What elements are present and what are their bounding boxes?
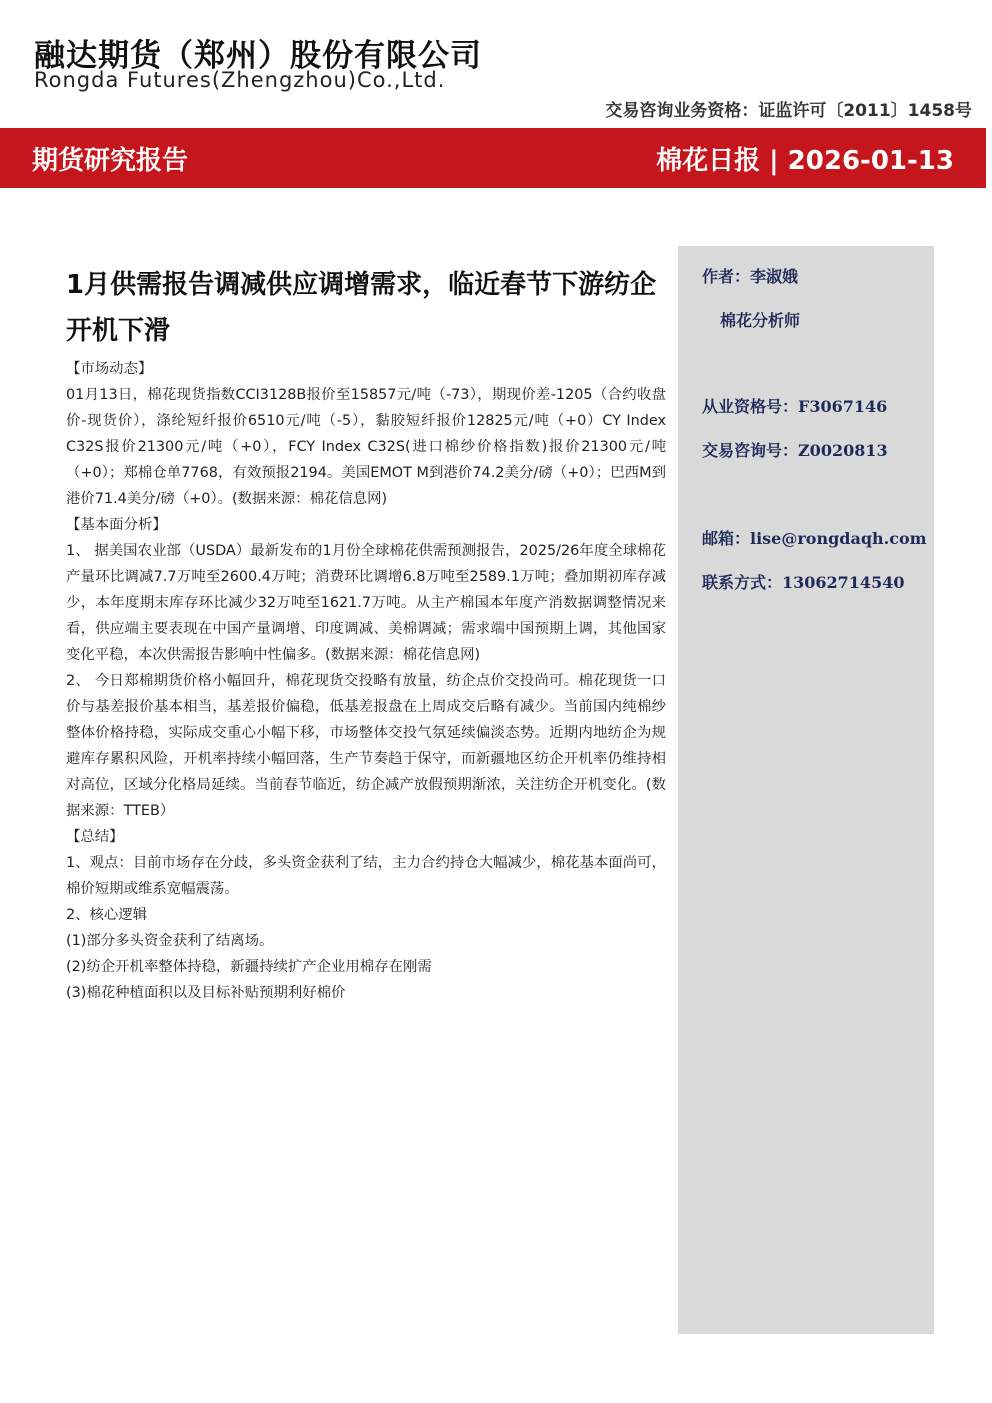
market-paragraph: 01月13日，棉花现货指数CCI3128B报价至15857元/吨（-73），期现价差-1205（合约收盘价-现货价），涤纶短纤报价6510元/吨（-5），黏胶短纤报价12825元/吨（+0）CY Index C32S报价21300元/吨（+0），FCY Index C32S(进口棉纱价格指数)报价21300元/吨（+0）；郑棉仓单7768，有效预报2194。美国EMOT M到港价74.2美分/磅（+0）；巴西M到港价71.4美分/磅（+0）。(数据来源：棉花信息网) <box>66 387 666 507</box>
phone: 联系方式：13062714540 <box>702 573 905 592</box>
company-name-cn: 融达期货（郑州）股份有限公司 <box>34 38 482 74</box>
qualification-number: 从业资格号：F3067146 <box>702 397 888 416</box>
company-name-en: Rongda Futures(Zhengzhou)Co.,Ltd. <box>34 68 446 92</box>
author-role: 棉花分析师 <box>720 311 801 330</box>
author-sidebar <box>678 246 934 1334</box>
report-title-date: 棉花日报 | 2026-01-13 <box>656 146 954 176</box>
headline-text: 月供需报告调减供应调增需求，临近春节下游纺企开机下滑 <box>66 270 657 346</box>
consult-number: 交易咨询号：Z0020813 <box>702 441 888 460</box>
section-heading-summary: 【总结】 <box>66 829 124 845</box>
fundamental-paragraph-2: 2、 今日郑棉期货价格小幅回升，棉花现货交投略有放量，纺企点价交投尚可。棉花现货一口价与基差报价基本相当，基差报价偏稳，低基差报盘在上周成交后略有减少。当前国内纯棉纱整体价格持稳，实际成交重心小幅下移，市场整体交投气氛延续偏淡态势。近期内地纺企为规避库存累积风险，开机率持续小幅回落，生产节奏趋于保守，而新疆地区纺企开机率仍维持相对高位，区域分化格局延续。当前春节临近，纺企减产放假预期渐浓，关注纺企开机变化。(数据来源：TTEB） <box>66 673 666 819</box>
headline-number: 1 <box>66 270 85 300</box>
summary-paragraph-1: 1、观点：目前市场存在分歧，多头资金获利了结，主力合约持仓大幅减少，棉花基本面尚可，棉价短期或维系宽幅震荡。 <box>66 855 666 897</box>
report-type: 期货研究报告 <box>32 146 189 176</box>
email[interactable]: 邮箱：lise@rongdaqh.com <box>702 529 927 548</box>
summary-paragraph-2: 2、核心逻辑 <box>66 907 148 923</box>
section-heading-market: 【市场动态】 <box>66 361 153 377</box>
summary-list-item-1: (1)部分多头资金获利了结离场。 <box>66 933 274 949</box>
report-body <box>66 262 666 1006</box>
section-heading-fundamental: 【基本面分析】 <box>66 517 167 533</box>
fundamental-paragraph-1: 1、 据美国农业部（USDA）最新发布的1月份全球棉花供需预测报告，2025/26年度全球棉花产量环比调减7.7万吨至2600.4万吨；消费环比调增6.8万吨至2589.1万吨；叠加期初库存减少，本年度期末库存环比减少32万吨至1621.7万吨。从主产棉国本年度产消数据调整情况来看，供应端主要表现在中国产量调增、印度调减、美棉调减；需求端中国预期上调，其他国家变化平稳，本次供需报告影响中性偏多。(数据来源：棉花信息网) <box>66 543 666 663</box>
report-banner <box>0 128 986 188</box>
license-info: 交易咨询业务资格：证监许可〔2011〕1458号 <box>605 101 972 121</box>
summary-list-item-2: (2)纺企开机率整体持稳，新疆持续扩产企业用棉存在刚需 <box>66 959 432 975</box>
report-headline <box>66 262 666 354</box>
author: 作者：李淑娥 <box>702 267 799 286</box>
summary-list-item-3: (3)棉花种植面积以及目标补贴预期利好棉价 <box>66 985 346 1001</box>
